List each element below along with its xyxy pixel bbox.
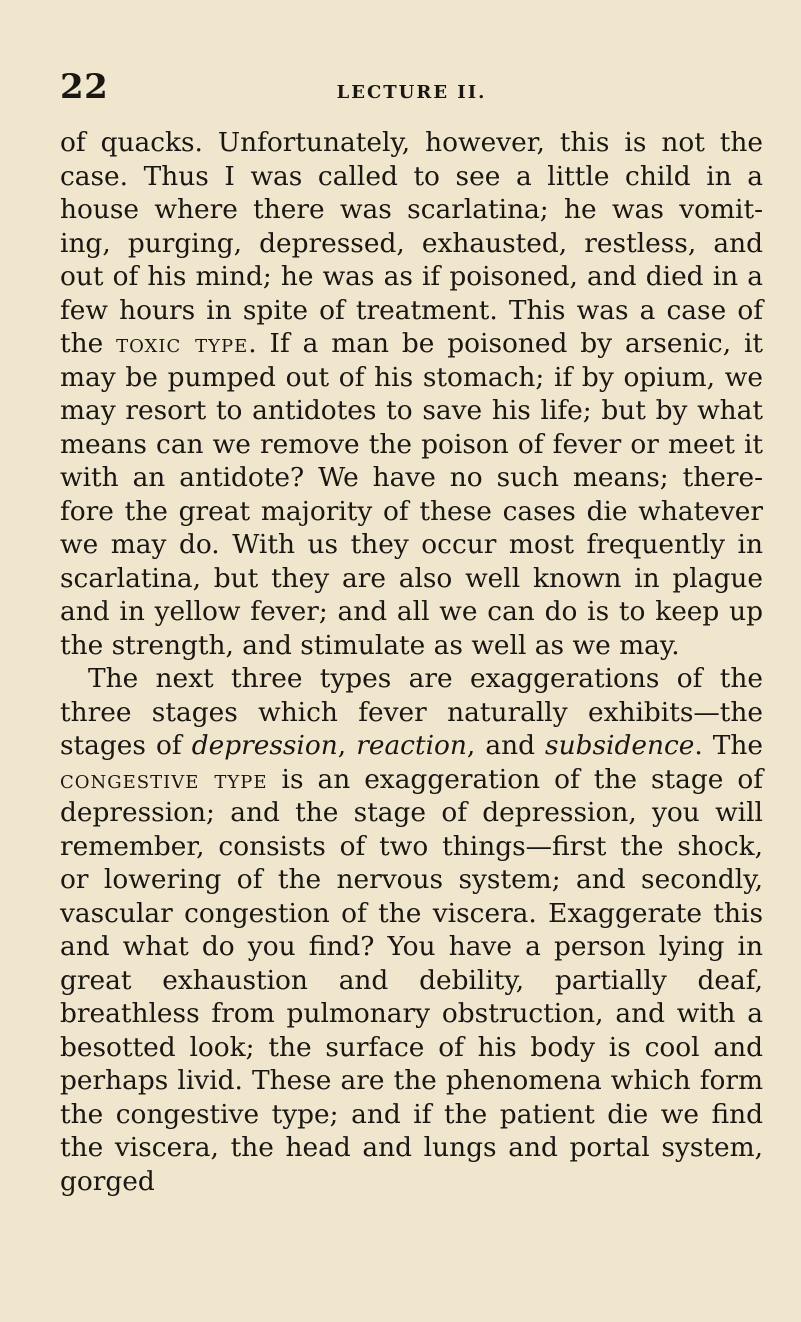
paragraph-2-text-2: is an exaggeration of the stage of depression; and the stage of depression, you will remember, consists of two things—first the shock, or lowering of the nervous system; and secondly, vascular congestion of the viscera. Exaggerate this and what do you find? You have a person lying in great exhaustion and debility, partially deaf, breathless from pulmonary obstruction, and with a besotted look; the surface of his body is cool and perhaps livid. These are the phenomena which form the congestive type; and if the patient die we find the viscera, the head and lungs and portal system, gorged	[60, 763, 763, 1197]
paragraph-1	[60, 126, 763, 662]
paragraph-2-text-1: The next three types are exaggerations of the three stages which fever naturally exhibits—the stages of	[60, 663, 763, 761]
reaction-term: reaction	[356, 730, 467, 761]
congestive-type-term: congestive type	[60, 763, 268, 795]
running-head: LECTURE II.	[336, 82, 487, 103]
paragraph-2	[60, 662, 763, 1198]
paragraph-1-text-2: . If a man be poisoned by arsenic, it may be pumped out of his stomach; if by opium, we may resort to antidotes to save his life; but by what means can we remove the poison of fever or meet it with an antidote? We have no such means; there-fore the great majority of these cases die whatever we may do. With us they occur most frequently in scarlatina, but they are also well known in plague and in yellow fever; and all we can do is to keep up the strength, and stimulate as well as we may.	[60, 328, 764, 661]
page-number: 22	[60, 67, 109, 107]
page-header	[60, 67, 763, 116]
paragraph-2-comma-1: ,	[337, 730, 357, 761]
toxic-type-term: toxic type	[116, 328, 249, 359]
body-text	[60, 126, 763, 1198]
paragraph-2-and: , and	[466, 730, 546, 761]
paragraph-2-the: . The	[694, 730, 764, 761]
paragraph-1-text-1: of quacks. Unfortunately, however, this is not the case. Thus I was called to see a little child in a house where there was scarlatina; he was vomit-ing, purging, depressed, exhausted, restless, and out of his mind; he was as if poisoned, and died in a few hours in spite of treatment. This was a case of the	[60, 127, 763, 359]
subsidence-term: subsidence	[545, 730, 695, 761]
depression-term: depression	[191, 730, 338, 761]
